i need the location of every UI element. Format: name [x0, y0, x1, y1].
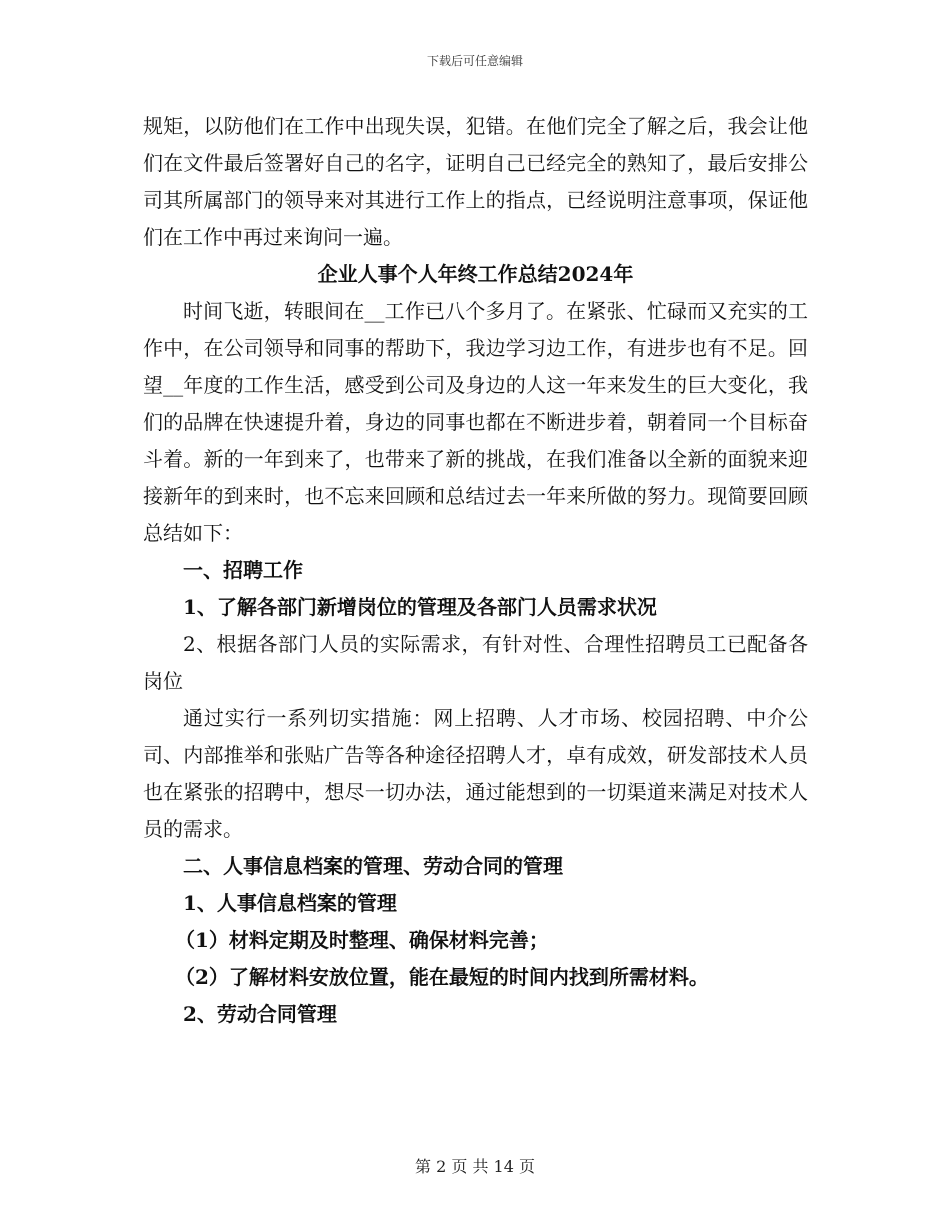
- page-header: 下载后可任意编辑: [426, 54, 523, 68]
- paragraph-continuation: 规矩，以防他们在工作中出现失误，犯错。在他们完全了解之后，我会让他们在文件最后签署好自己的名字，证明自己已经完全的熟知了，最后安排公司其所属部门的领导来对其进行工作上的指点，已经说明注意事项，保证他们在工作中再过来询问一遍。: [143, 114, 808, 249]
- paragraph-recruitment-measures: 通过实行一系列切实措施：网上招聘、人才市场、校园招聘、中介公司、内部推举和张贴广告等各种途径招聘人才，卓有成效，研发部技术人员也在紧张的招聘中，想尽一切办法，通过能想到的一切渠道来满足对技术人员的需求。: [143, 706, 808, 841]
- section-heading-hr-records: 二、人事信息档案的管理、劳动合同的管理: [183, 854, 563, 878]
- subheading-2-1: 1、人事信息档案的管理: [183, 891, 397, 915]
- subheading-2-2: 2、劳动合同管理: [183, 1002, 337, 1026]
- subheading-1-1: 1、了解各部门新增岗位的管理及各部门人员需求状况: [183, 595, 657, 619]
- list-item-2-1-1: （1）材料定期及时整理、确保材料完善；: [175, 928, 549, 952]
- page-number: 第 2 页 共 14 页: [415, 1157, 535, 1176]
- paragraph-intro: 时间飞逝，转眼间在__工作已八个多月了。在紧张、忙碌而又充实的工作中，在公司领导和同事的帮助下，我边学习边工作，有进步也有不足。回望__年度的工作生活，感受到公司及身边的人这一年来发生的巨大变化，我们的品牌在快速提升着，身边的同事也都在不断进步着，朝着同一个目标奋斗着。新的一年到来了，也带来了新的挑战，在我们准备以全新的面貌来迎接新年的到来时，也不忘来回顾和总结过去一年来所做的努力。现简要回顾总结如下：: [143, 299, 808, 545]
- document-body: [143, 108, 808, 1033]
- section-heading-recruitment: 一、招聘工作: [183, 558, 303, 582]
- document-title: 企业人事个人年终工作总结2024年: [317, 262, 634, 286]
- list-item-2-1-2: （2）了解材料安放位置，能在最短的时间内找到所需材料。: [175, 965, 709, 989]
- paragraph-1-2: 2、根据各部门人员的实际需求，有针对性、合理性招聘员工已配备各岗位: [143, 632, 808, 693]
